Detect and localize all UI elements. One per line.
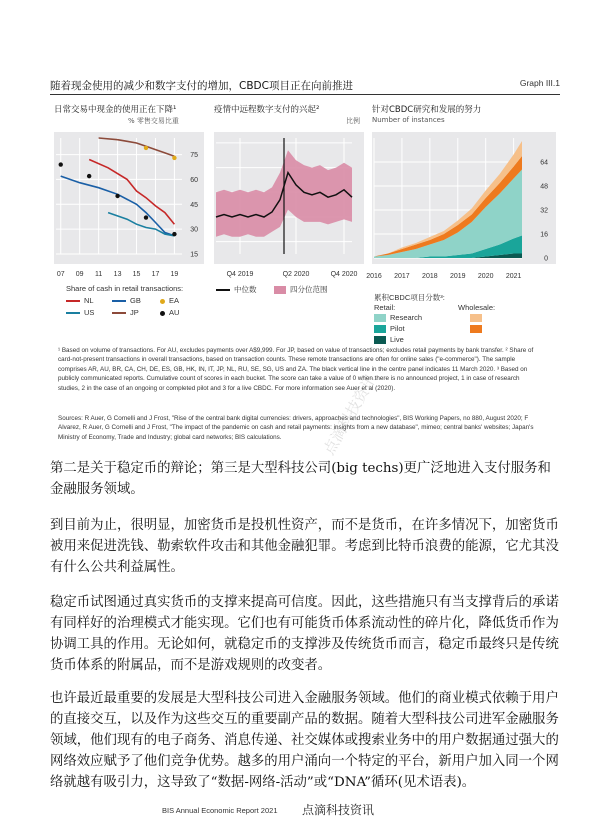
- y-tick-label: 75: [190, 152, 198, 160]
- footer-report-title: BIS Annual Economic Report 2021: [162, 806, 278, 815]
- x-tick-label: 2019: [449, 273, 466, 280]
- body-paragraph-4: 也许最近最重要的发展是大型科技公司进入金融服务领域。他们的商业模式依赖于用户的直接交互，以及作为这些交互的重要副产品的数据。随着大型科技公司进军金融服务领域，他们现有的电子商务、消息传递、社交媒体或搜索业务中的用户数据通过强大的网络效应赋予了他们竞争优势。越多的用户涌向一个特定的平台，新用户加入同一个网络就越有吸引力，这导致了“数据-网络-活动”或“DNA”循环(见术语表)。: [50, 691, 559, 790]
- panel2-title: 疫情中远程数字支付的兴起²: [214, 105, 320, 115]
- y-tick-label: 16: [540, 231, 548, 239]
- x-tick-label: 2021: [505, 273, 522, 280]
- line-nl: [89, 160, 174, 225]
- legend-item-ea: [160, 296, 179, 305]
- us-swatch: [66, 312, 80, 314]
- wholesale-research-swatch-item: [470, 313, 486, 322]
- x-tick-label: 07: [56, 271, 65, 278]
- chart-cbdc-projects: [366, 132, 556, 280]
- x-tick-label: 09: [75, 271, 84, 278]
- panel3-title: 针对CBDC研究和发展的努力: [372, 105, 482, 115]
- legend-row-research: [374, 313, 422, 322]
- x-tick-label: 2016: [366, 273, 382, 280]
- point-au: [115, 194, 119, 198]
- legend-item-median: [216, 284, 257, 295]
- point-ea: [144, 146, 148, 150]
- legend-label: NL: [84, 296, 94, 305]
- legend-row-live: [374, 335, 404, 344]
- retail-research-swatch: [374, 314, 386, 322]
- retail-live-swatch: [374, 336, 386, 344]
- legend-label: 四分位范围: [290, 285, 328, 294]
- legend-label: 中位数: [234, 285, 257, 294]
- legend-label: AU: [169, 308, 180, 317]
- legend-item-jp: [112, 308, 139, 317]
- legend-cbdc-title: 累积CBDC项目分数³:: [374, 293, 445, 302]
- x-tick-label: 2017: [394, 273, 410, 280]
- legend-label: Pilot: [390, 324, 405, 333]
- point-au: [172, 232, 176, 236]
- y-tick-label: 15: [190, 251, 198, 259]
- wholesale-pilot-swatch-item: [470, 324, 486, 333]
- x-tick-label: 15: [132, 271, 141, 278]
- y-tick-label: 45: [190, 201, 198, 209]
- legend-label: JP: [130, 308, 139, 317]
- point-au: [144, 215, 148, 219]
- figure-title: 随着现金使用的减少和数字支付的增加，CBDC项目正在向前推进: [50, 80, 353, 92]
- point-ea: [172, 156, 176, 160]
- legend-item-iqr: [274, 284, 328, 295]
- wholesale-research-swatch: [470, 314, 482, 322]
- wholesale-pilot-swatch: [470, 325, 482, 333]
- y-tick-label: 30: [190, 226, 198, 234]
- panel1-title: 日常交易中现金的使用正在下降¹: [54, 105, 177, 115]
- au-swatch: [160, 311, 165, 316]
- x-tick-label: 2020: [477, 273, 494, 280]
- x-tick-label: 19: [170, 271, 179, 278]
- legend-remote: [216, 284, 366, 304]
- legend-retail-header: Retail:: [374, 303, 396, 312]
- x-tick-label: 11: [94, 271, 103, 278]
- legend-item-nl: [66, 296, 94, 305]
- footer-watermark-text: 点滴科技资讯: [302, 803, 375, 817]
- legend-item-gb: [112, 296, 141, 305]
- x-tick-label: 17: [151, 271, 160, 278]
- chart-cash-share: [54, 132, 204, 278]
- x-tick-label: Q4 2019: [226, 271, 254, 278]
- nl-swatch: [66, 300, 80, 302]
- gb-swatch: [112, 300, 126, 302]
- panel1-unit: % 零售交易比重: [128, 117, 179, 125]
- y-tick-label: 0: [544, 255, 548, 263]
- legend-label: Research: [390, 313, 423, 322]
- figure-notes: ¹ Based on volume of transactions. For AU, excludes payments over A$9,999. For JP, based on value of transactions; excludes retail payments by bank transfer. ² Share of card-not-present transactions in overall transactions, based on transaction counts. These remote transactions are often for online sales ("e-commerce"). The sample comprises AR, AU, BR, CA, CH, DE, ES, GB, HK, IN, IT, JP, NL, RU, SE, SG, US and ZA. The black vertical line in the centre panel indicates 11 March 2020. ³ Based on publicly communicated reports. Cumulative count of scores in each bucket. The score can take a value of 0 when there is no announced project, 1 in case of research studies, 2 in the case of an ongoing or completed pilot and 3 for a live CBDC. For more information see Auer et al (2020).: [58, 347, 534, 392]
- figure-header: [50, 78, 560, 95]
- y-tick-label: 60: [190, 176, 198, 184]
- panel3-unit: Number of instances: [372, 116, 445, 124]
- x-tick-label: Q4 2020: [330, 271, 358, 278]
- panel2-unit: 比例: [346, 117, 360, 125]
- x-tick-label: 13: [113, 271, 122, 278]
- body-paragraph-3: 稳定币试图通过真实货币的支撑来提高可信度。因此，这些措施只有当支撑背后的承诺有同样好的治理模式才能实现。它们也有可能货币体系流动性的碎片化，降低货币作为协调工具的作用。无论如何，就稳定币的支撑涉及传统货币而言，稳定币最终只是传统货币体系的附属品，而不是游戏规则的改变者。: [50, 595, 559, 673]
- median-swatch: [216, 289, 230, 291]
- point-au: [59, 162, 63, 166]
- body-paragraph-2: 到目前为止，很明显，加密货币是投机性资产，而不是货币，在许多情况下，加密货币被用来促进洗钱、勒索软件攻击和其他金融犯罪。考虑到比特币浪费的能源，它尤其没有什么公共利益属性。: [50, 518, 559, 575]
- legend-label: US: [84, 308, 95, 317]
- legend-item-us: [66, 308, 94, 317]
- point-au: [87, 174, 91, 178]
- retail-pilot-swatch: [374, 325, 386, 333]
- y-tick-label: 32: [540, 207, 548, 215]
- chart-remote-payments: [214, 132, 364, 278]
- ea-swatch: [160, 299, 165, 304]
- legend-cbdc: [374, 292, 554, 348]
- legend-label: EA: [169, 296, 180, 305]
- legend-cash-title: Share of cash in retail transactions:: [66, 284, 184, 293]
- x-tick-label: 2018: [422, 273, 438, 280]
- legend-item-au: [160, 308, 179, 317]
- legend-wholesale-header: Wholesale:: [458, 303, 496, 312]
- figure-sources: Sources: R Auer, G Cornelli and J Frost, "Rise of the central bank digital currencies: drivers, approaches and technologies", BIS Working Papers, no 880, August 2020; F Alvarez, R Auer, G Cornelli and J Frost, "The impact of the pandemic on cash and retail payments: insights from a new database", mimeo; central banks' websites; Japan's Ministry of Economy, Trade and Industry; global card networks; BIS calculations.: [58, 415, 534, 441]
- legend-row-pilot: [374, 324, 405, 333]
- graph-id: Graph III.1: [519, 78, 560, 88]
- x-tick-label: Q2 2020: [282, 271, 310, 278]
- y-tick-label: 48: [540, 183, 548, 191]
- legend-cash: [54, 284, 214, 334]
- body-paragraph-1: 第二是关于稳定币的辩论；第三是大型科技公司(big techs)更广泛地进入支付服务和金融服务领域。: [50, 461, 551, 497]
- legend-label: GB: [130, 296, 141, 305]
- watermark: 点滴科技资讯: [319, 371, 381, 458]
- y-tick-label: 64: [540, 159, 548, 167]
- legend-label: Live: [390, 335, 404, 344]
- iqr-swatch: [274, 286, 286, 294]
- jp-swatch: [112, 312, 126, 314]
